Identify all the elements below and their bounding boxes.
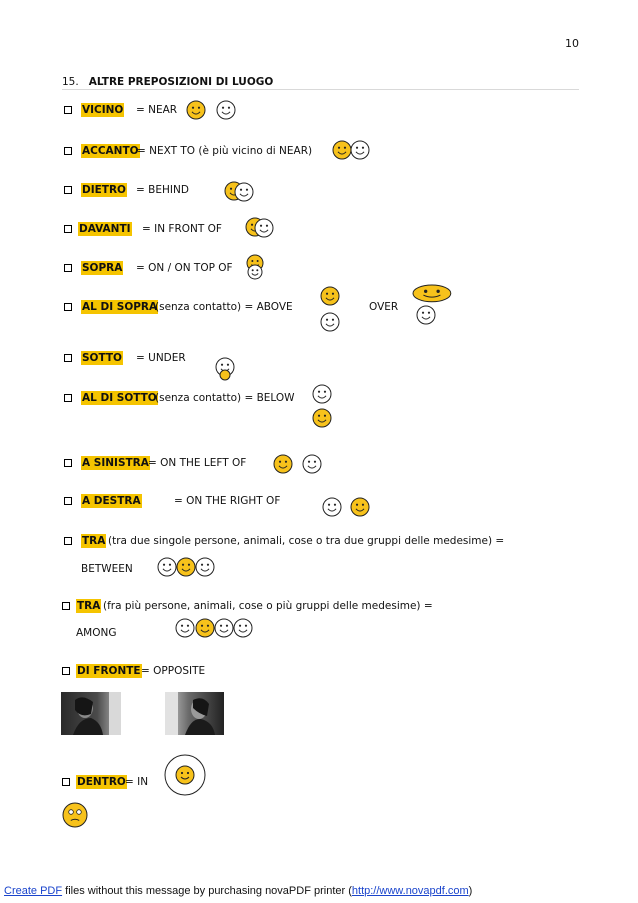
smiley-face-icon: [415, 304, 437, 326]
item-text: = NEXT TO (è più vicino di NEAR): [137, 145, 313, 157]
item-vicino: [64, 103, 584, 117]
smiley-face-icon: [185, 99, 207, 121]
item-text: (fra più persone, animali, cose o più gruppi delle medesime) =: [103, 600, 433, 612]
checkbox-bullet-icon: [64, 264, 72, 272]
item-text: = BEHIND: [136, 184, 189, 196]
item-term: AL DI SOPRA: [82, 301, 158, 313]
smiley-face-icon: [246, 263, 264, 281]
item-text: = IN FRONT OF: [142, 223, 222, 235]
item-davanti: [64, 222, 584, 236]
smiley-face-icon: [61, 801, 89, 829]
smiley-face-icon: [174, 617, 196, 639]
smiley-face-icon: [194, 556, 216, 578]
checkbox-bullet-icon: [64, 459, 72, 467]
smiley-face-icon: [311, 407, 333, 429]
checkbox-bullet-icon: [64, 354, 72, 362]
item-term: DENTRO: [77, 776, 126, 788]
smiley-face-icon: [253, 217, 275, 239]
item-term: DI FRONTE: [77, 665, 141, 677]
footer-end: ): [468, 885, 473, 897]
item-tra-among: [62, 599, 582, 613]
checkbox-bullet-icon: [64, 394, 72, 402]
item-term: TRA: [77, 600, 101, 612]
item-term: ACCANTO: [82, 145, 139, 157]
opposite-photo-left: [61, 692, 121, 735]
item-sopra: [64, 261, 584, 275]
item-accanto: [64, 144, 584, 158]
checkbox-bullet-icon: [62, 602, 70, 610]
item-text: (tra due singole persone, animali, cose o tra due gruppi delle medesime) =: [108, 535, 505, 547]
item-between-label: BETWEEN: [81, 563, 133, 575]
checkbox-bullet-icon: [64, 147, 72, 155]
smiley-face-icon: [232, 617, 254, 639]
heading-rule: [62, 89, 579, 90]
item-sotto: [64, 351, 584, 365]
smiley-face-icon: [215, 99, 237, 121]
smiley-face-icon: [301, 453, 323, 475]
item-term: A SINISTRA: [82, 457, 149, 469]
item-text: = OPPOSITE: [141, 665, 206, 677]
item-tra-between: [64, 534, 584, 548]
opposite-photo-right: [165, 692, 224, 735]
smiley-face-icon: [411, 283, 453, 304]
item-dietro: [64, 183, 584, 197]
checkbox-bullet-icon: [64, 497, 72, 505]
item-term: SOTTO: [82, 352, 122, 364]
checkbox-bullet-icon: [62, 667, 70, 675]
item-term: DIETRO: [82, 184, 126, 196]
item-dentro: [62, 775, 582, 789]
checkbox-bullet-icon: [64, 303, 72, 311]
smiley-face-icon: [218, 368, 232, 382]
checkbox-bullet-icon: [64, 225, 72, 233]
item-text: (senza contatto) = ABOVE: [155, 301, 293, 313]
item-text: = ON THE LEFT OF: [148, 457, 247, 469]
smiley-face-icon: [233, 181, 255, 203]
smiley-face-icon: [319, 285, 341, 307]
item-text: = ON / ON TOP OF: [136, 262, 233, 274]
item-di-fronte: [62, 664, 582, 678]
item-extra: OVER: [369, 301, 399, 313]
item-term: TRA: [82, 535, 106, 547]
section-heading: [62, 76, 273, 88]
container-circle-icon: [163, 753, 207, 797]
smiley-face-icon: [311, 383, 333, 405]
item-term: DAVANTI: [79, 223, 131, 235]
footer-note: [4, 885, 472, 897]
smiley-face-icon: [349, 496, 371, 518]
smiley-face-icon: [349, 139, 371, 161]
item-text: (senza contatto) = BELOW: [155, 392, 295, 404]
smiley-face-icon: [319, 311, 341, 333]
footer-text: files without this message by purchasing novaPDF printer (: [62, 885, 352, 897]
item-term: A DESTRA: [82, 495, 141, 507]
item-term: VICINO: [82, 104, 124, 116]
item-text: = UNDER: [136, 352, 186, 364]
item-text: = ON THE RIGHT OF: [174, 495, 281, 507]
section-number: 15.: [62, 76, 79, 88]
checkbox-bullet-icon: [62, 778, 70, 786]
create-pdf-link[interactable]: Create PDF: [4, 885, 63, 897]
page-number: 10: [565, 37, 579, 50]
item-text: = NEAR: [136, 104, 178, 116]
smiley-face-icon: [272, 453, 294, 475]
smiley-face-icon: [321, 496, 343, 518]
item-a-sinistra: [64, 456, 584, 470]
checkbox-bullet-icon: [64, 537, 72, 545]
item-among-label: AMONG: [76, 627, 117, 639]
checkbox-bullet-icon: [64, 186, 72, 194]
item-text: = IN: [125, 776, 149, 788]
item-term: SOPRA: [82, 262, 123, 274]
checkbox-bullet-icon: [64, 106, 72, 114]
item-term: AL DI SOTTO: [82, 392, 157, 404]
novapdf-link[interactable]: http://www.novapdf.com: [351, 885, 469, 897]
section-title: ALTRE PREPOSIZIONI DI LUOGO: [88, 76, 274, 88]
